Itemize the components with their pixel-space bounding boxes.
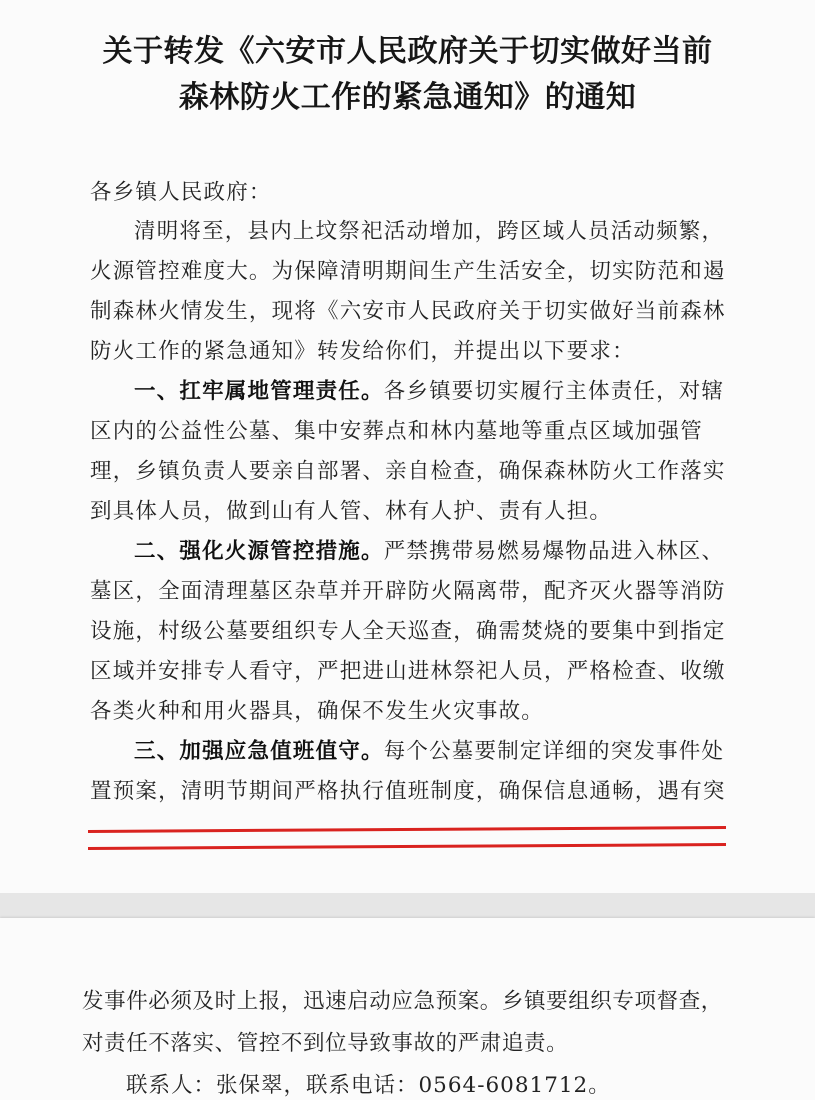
body-line: 各类火种和用火器具，确保不发生火灾事故。 bbox=[90, 699, 545, 724]
page2-body-line: 对责任不落实、管控不到位导致事故的严肃追责。 bbox=[82, 1031, 569, 1056]
body-line: 理，乡镇负责人要亲自部署、亲自检查，确保森林防火工作落实 bbox=[90, 459, 726, 484]
section-1-heading: 一、扛牢属地管理责任。 bbox=[134, 379, 384, 404]
contact-line: 联系人：张保翠，联系电话：0564-6081712。 bbox=[126, 1073, 611, 1098]
body-line-text: 各乡镇要切实履行主体责任，对辖 bbox=[383, 379, 725, 404]
body-line: 置预案，清明节期间严格执行值班制度，确保信息通畅，遇有突 bbox=[90, 779, 726, 804]
body-line: 防火工作的紧急通知》转发给你们，并提出以下要求： bbox=[90, 339, 635, 364]
body-line: 区域并安排专人看守，严把进山进林祭祀人员，严格检查、收缴 bbox=[90, 659, 726, 684]
document-title-line-2: 森林防火工作的紧急通知》的通知 bbox=[178, 80, 637, 115]
body-line: 到具体人员，做到山有人管、林有人护、责有人担。 bbox=[90, 499, 613, 524]
body-line: 制森林火情发生，现将《六安市人民政府关于切实做好当前森林 bbox=[90, 299, 726, 324]
body-line: 清明将至，县内上坟祭祀活动增加，跨区域人员活动频繁， bbox=[134, 219, 725, 244]
salutation: 各乡镇人民政府： bbox=[90, 180, 272, 205]
body-line-text: 每个公墓要制定详细的突发事件处 bbox=[383, 739, 725, 764]
body-line: 设施，村级公墓要组织专人全天巡查，确需焚烧的要集中到指定 bbox=[90, 619, 726, 644]
body-line: 墓区，全面清理墓区杂草并开辟防火隔离带，配齐灭火器等消防 bbox=[90, 579, 726, 604]
page2-body-line: 发事件必须及时上报，迅速启动应急预案。乡镇要组织专项督查， bbox=[82, 989, 723, 1014]
section-2-heading: 二、强化火源管控措施。 bbox=[134, 539, 384, 564]
section-3-first-line bbox=[90, 734, 815, 765]
page-gap bbox=[0, 893, 815, 918]
body-line: 火源管控难度大。为保障清明期间生产生活安全，切实防范和遏 bbox=[90, 259, 726, 284]
document-page-2 bbox=[0, 918, 815, 1100]
red-separator-rule-top bbox=[88, 826, 726, 833]
section-1-first-line bbox=[90, 374, 815, 405]
document-title-line-1: 关于转发《六安市人民政府关于切实做好当前 bbox=[102, 34, 713, 69]
body-line: 区内的公益性公墓、集中安葬点和林内墓地等重点区域加强管 bbox=[90, 419, 703, 444]
body-line-text: 严禁携带易燃易爆物品进入林区、 bbox=[383, 539, 725, 564]
section-3-heading: 三、加强应急值班值守。 bbox=[134, 739, 384, 764]
red-separator-rule-bottom bbox=[88, 843, 726, 850]
section-2-first-line bbox=[90, 534, 815, 565]
